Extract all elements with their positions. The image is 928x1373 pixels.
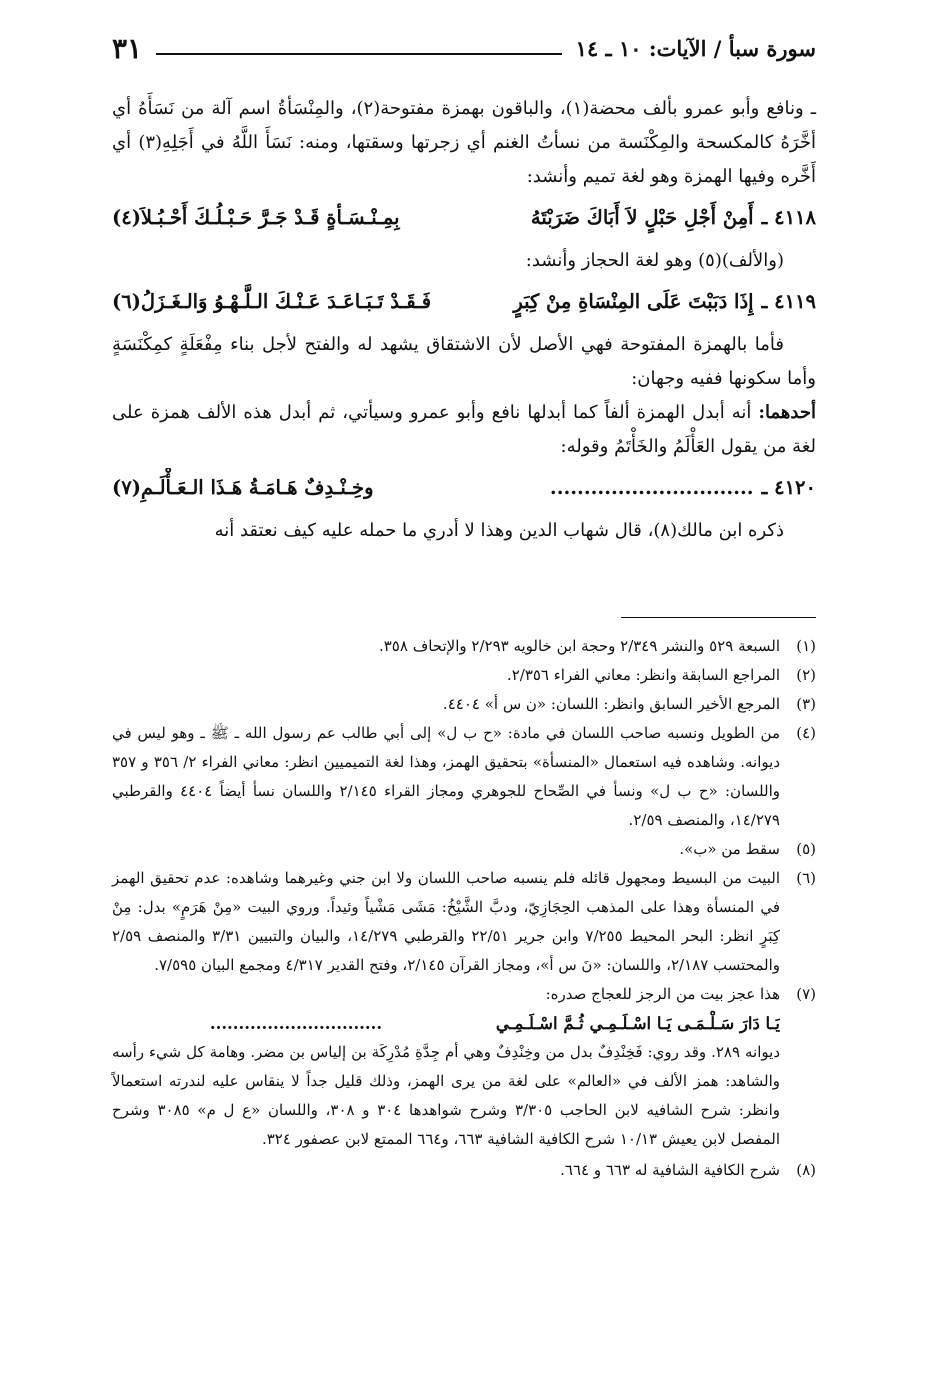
paragraph-4 — [112, 396, 816, 464]
footnote-number: (٧) — [796, 985, 816, 1003]
paragraph-1: ـ ونافع وأبو عمرو بألف محضة(١)، والباقون بهمزة مفتوحة(٢)، والمِنْسَأةُ اسم آلة من نَسَأَهُ أي أخَّرَهُ كالمكسحة والمِكْنَسة من نسأتُ الغنم أي زجرتها وسقتها، ومنه: نَسَأَ اللَّهُ في أَجَلِهِ(٣) أي أَخَّره وفيها الهمزة وهو لغة تميم وأنشد: — [112, 98, 816, 187]
footnote — [112, 864, 816, 980]
footnote-number: (٨) — [796, 1161, 816, 1179]
footnote — [112, 719, 816, 835]
footnote-text: سقط من «ب». — [679, 840, 780, 858]
footnote-continuation: ديوانه ٢٨٩. وقد روي: فَخِنْدِفٌ بدل من وخِنْدِفٌ وهي أم جِدَّةِ مُدْرِكَة بن إلياس بن مضر. وهامة كل شيء رأسه والشاهد: همز الألف في «العالم» على لغة من يرى الهمز، وذلك قليل جداً لا ينقاس عليه لندرته استعمالاً وانظر: شرح الشافيه لابن الحاجب ٣/٣٠٥ وشرح شواهدها ٣٠٤ و ٣٠٨، واللسان «ع ل م» ٣٠٨٥ وشرح المفصل لابن يعيش ١٠/١٣ شرح الكافية الشافية ٦٦٣، و٦٦٤ الممتع لابن عصفور ٣٢٤. — [112, 1043, 781, 1148]
footnote-number: (٥) — [796, 840, 816, 858]
running-title: سورة سبأ / الآيات: ١٠ ـ ١٤ — [575, 35, 816, 61]
verse-number: ٤١٢٠ ـ — [761, 476, 816, 499]
footnote-number: (٣) — [796, 695, 816, 713]
footnote — [112, 1156, 816, 1185]
footnote — [112, 835, 816, 864]
footnote-verse-first-hemistich: يَـا دَارَ سَـلْـمَـى يَـا اسْـلَـمِـي ثُـمَّ اسْـلَـمِـي — [495, 1014, 780, 1033]
footnote — [112, 690, 816, 719]
verse-first-hemistich: .............................. — [549, 476, 754, 499]
page-header — [112, 28, 816, 68]
verse-second-hemistich: بِمِـنْـسَـأةٍ قَـدْ جَـرَّ حَـبْـلُـكَ أَحْـبُـلاَ(٤) — [111, 206, 400, 229]
verse-number: ٤١١٩ ـ — [761, 290, 816, 313]
footnote-text: السبعة ٥٢٩ والنشر ٢/٣٤٩ وحجة ابن خالويه ٢/٢٩٣ والإتحاف ٣٥٨. — [378, 637, 780, 655]
footnote-number: (٦) — [796, 869, 816, 887]
verse-4120 — [112, 468, 816, 508]
footnote-separator — [621, 617, 816, 618]
footnote — [112, 980, 816, 1154]
footnote-number: (٢) — [796, 666, 816, 684]
footnote-text: من الطويل ونسبه صاحب اللسان في مادة: «ح ب ل» إلى أبي طالب عم رسول الله ـ ﷺ ـ وهو ليس في ديوانه. وشاهده فيه استعمال «المنسأة» بتحقيق الهمز، وهذا لغة التميميين انظر: معاني الفراء ٢/ ٣٥٦ و ٣٥٧ واللسان: «ح ب ل» ونسأ في الصِّحاح للجوهري ومجاز القراء ٢/١٤٥ واللسان نسأ أيضاً ٤٤٠٤ والقرطبي ١٤/٢٧٩، والمنصف ٢/٥٩. — [112, 724, 780, 829]
verse-first-hemistich: أَمِنْ أَجْلِ حَبْلٍ لاَ أَبَاكَ ضَرَبْتَهُ — [530, 206, 754, 229]
footnote-text: المرجع الأخير السابق وانظر: اللسان: «ن س أ» ٤٤٠٤. — [442, 695, 780, 713]
footnote-text: هذا عجز بيت من الرجز للعجاج صدره: — [545, 985, 780, 1003]
verse-first-hemistich: إِذَا دَبَبْتَ عَلَى المِنْسَاةِ مِنْ كِبَرٍ — [513, 290, 754, 313]
footnote-verse-second-hemistich: .............................. — [209, 1014, 383, 1033]
page-number: ٣١ — [112, 31, 143, 65]
verse-number: ٤١١٨ ـ — [761, 206, 816, 229]
footnote-text: البيت من البسيط ومجهول قائله فلم ينسبه صاحب اللسان ولا ابن جني وغيرهما وشاهده: عدم تحقيق الهمز في المنسأة وهذا على المذهب الحِجَازِيّ، ودبَّ الشَّيْخُ: مَشَى مَشْياً وئيداً. وروي البيت «مِنْ هَرَمٍ» بدل: مِنْ كِبَرٍ انظر: البحر المحيط ٧/٢٥٥ وابن جرير ٢٢/٥١ والقرطبي ١٤/٢٧٩، والبيان والتبيين ٣/٣١ والمنصف ٢/٥٩ والمحتسب ٢/١٨٧، واللسان: «نَ س أ»، ومجاز القرآن ٢/١٤٥، وفتح القدير ٤/٣١٧ ومجمع البيان ٧/٥٩٥. — [112, 869, 780, 974]
footnote — [112, 632, 816, 661]
footnote — [112, 661, 816, 690]
paragraph-3: فأما بالهمزة المفتوحة فهي الأصل لأن الاشتقاق يشهد له والفتح لأجل بناء مِفْعَلَةٍ كمِكْنَسَةٍ وأما سكونها ففيه وجهان: — [112, 334, 816, 389]
footnote-verse — [112, 1009, 780, 1038]
verse-second-hemistich: فَـقَـدْ تَـبَـاعَـدَ عَـنْـكَ الـلَّـهْـوُ وَالـغَـزَلُ(٦) — [111, 290, 432, 313]
paragraph-5: ذكره ابن مالك(٨)، قال شهاب الدين وهذا لا أدري ما حمله عليه كيف نعتقد أنه — [214, 520, 784, 541]
header-rule — [156, 53, 562, 55]
footnote-number: (١) — [796, 637, 816, 655]
verse-4118 — [112, 198, 816, 238]
main-text — [112, 92, 816, 548]
paragraph-4-text: أنه أبدل الهمزة ألفاً كما أبدلها نافع وأبو عمرو وسيأتي، ثم أبدل هذه الألف همزة على لغة من يقول العَأْلَمُ والخَأْتَمُ وقوله: — [112, 402, 816, 457]
verse-4119 — [112, 282, 816, 322]
paragraph-4-lead: أحدهما: — [758, 402, 816, 423]
footnote-text: شرح الكافية الشافية له ٦٦٣ و ٦٦٤. — [560, 1161, 780, 1179]
verse-second-hemistich: وخِـنْـدِفٌ هَـامَـةُ هَـذَا الـعَـأْلَـمِ(٧) — [111, 476, 374, 499]
footnotes — [112, 632, 816, 1185]
paragraph-2: (والألف)(٥) وهو لغة الحجاز وأنشد: — [525, 250, 784, 271]
footnote-number: (٤) — [796, 724, 816, 742]
footnote-text: المراجع السابقة وانظر: معاني الفراء ٢/٣٥٦. — [506, 666, 780, 684]
